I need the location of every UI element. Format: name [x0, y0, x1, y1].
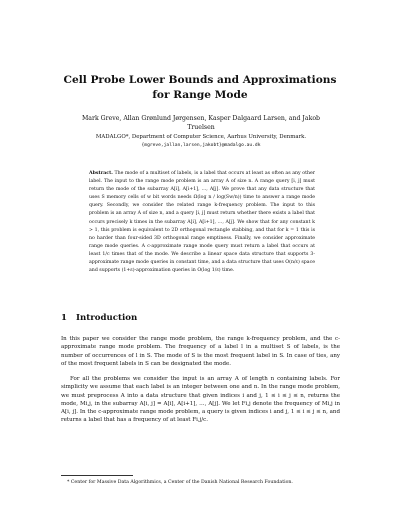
footnote: * Center for Massive Data Algorithmics, a Center of the Danish National Research Foundation.: [67, 480, 293, 485]
author-emails: {mgreve,jallan,larsen,jakobt}@madalgo.au.dk: [141, 143, 261, 149]
body-paragraph: In this paper we consider the range mode problem, the range k-frequency problem, and the c-approximate range mode problem. The frequency of a label l in a multiset S of labels, is the number of occurrences of l in S. The mode of S is the most frequent label in S. In case of ties, any of the most frequent labels in S can be designated the mode.: [61, 336, 340, 367]
body-paragraph: For all the problems we consider the input is an array A of length n containing labels. For simplicity we assume that each label is an integer between one and n. In the range mode problem, we must preprocess A into a data structure that given indices i and j, 1 ≤ i ≤ j ≤ n, returns the mode, Mi,j, in the subarray A[i, j] = A[i], A[i+1], …, A[j]. We let Fi,j denote the frequency of Mi,j in A[i, j]. In the c-approximate range mode problem, a query is given indices i and j, 1 ≤ i ≤ j ≤ n, and returns a label that has a frequency of at least Fi,j/c.: [61, 376, 340, 424]
abstract-label: Abstract.: [89, 171, 113, 176]
abstract: [89, 170, 315, 275]
affiliation: [60, 133, 342, 151]
footnote-rule: [61, 475, 133, 476]
section-heading: [61, 313, 137, 324]
paper-title: Cell Probe Lower Bounds and Approximations for Range Mode: [63, 74, 337, 101]
affiliation-text: MADALGO*, Department of Computer Science, Aarhus University, Denmark.: [95, 134, 307, 140]
section-title: Introduction: [76, 313, 138, 323]
abstract-text: The mode of a multiset of labels, is a label that occurs at least as often as any other label. The input to the range mode problem is an array A of size n. A range query [i, j] must return the mode of the subarray A[i], A[i+1], …, A[j]. We prove that any data structure that uses S memory cells of w bit words needs Ω(log n / log(Sw/n)) time to answer a range mode query. Secondly, we consider the related range k-frequency problem. The input to this problem is an array A of size n, and a query [i, j] must return whether there exists a label that occurs precisely k times in the subarray A[i], A[i+1], …, A[j]. We show that for any constant k > 1, this problem is equivalent to 2D orthogonal rectangle stabbing, and that for k = 1 this is no harder than four-sided 3D orthogonal range emptiness. Finally, we consider approximate range mode queries. A c-approximate range mode query must return a label that occurs at least 1/c times that of the mode. We describe a linear space data structure that supports 3-approximate range mode queries in constant time, and a data structure that uses O(n/ε) space and supports (1+ε)-approximation queries in O(log 1/ε) time.: [89, 171, 315, 274]
author-list: Mark Greve, Allan Grønlund Jørgensen, Kasper Dalgaard Larsen, and Jakob Truelsen: [81, 115, 321, 131]
section-number: 1: [61, 313, 67, 323]
